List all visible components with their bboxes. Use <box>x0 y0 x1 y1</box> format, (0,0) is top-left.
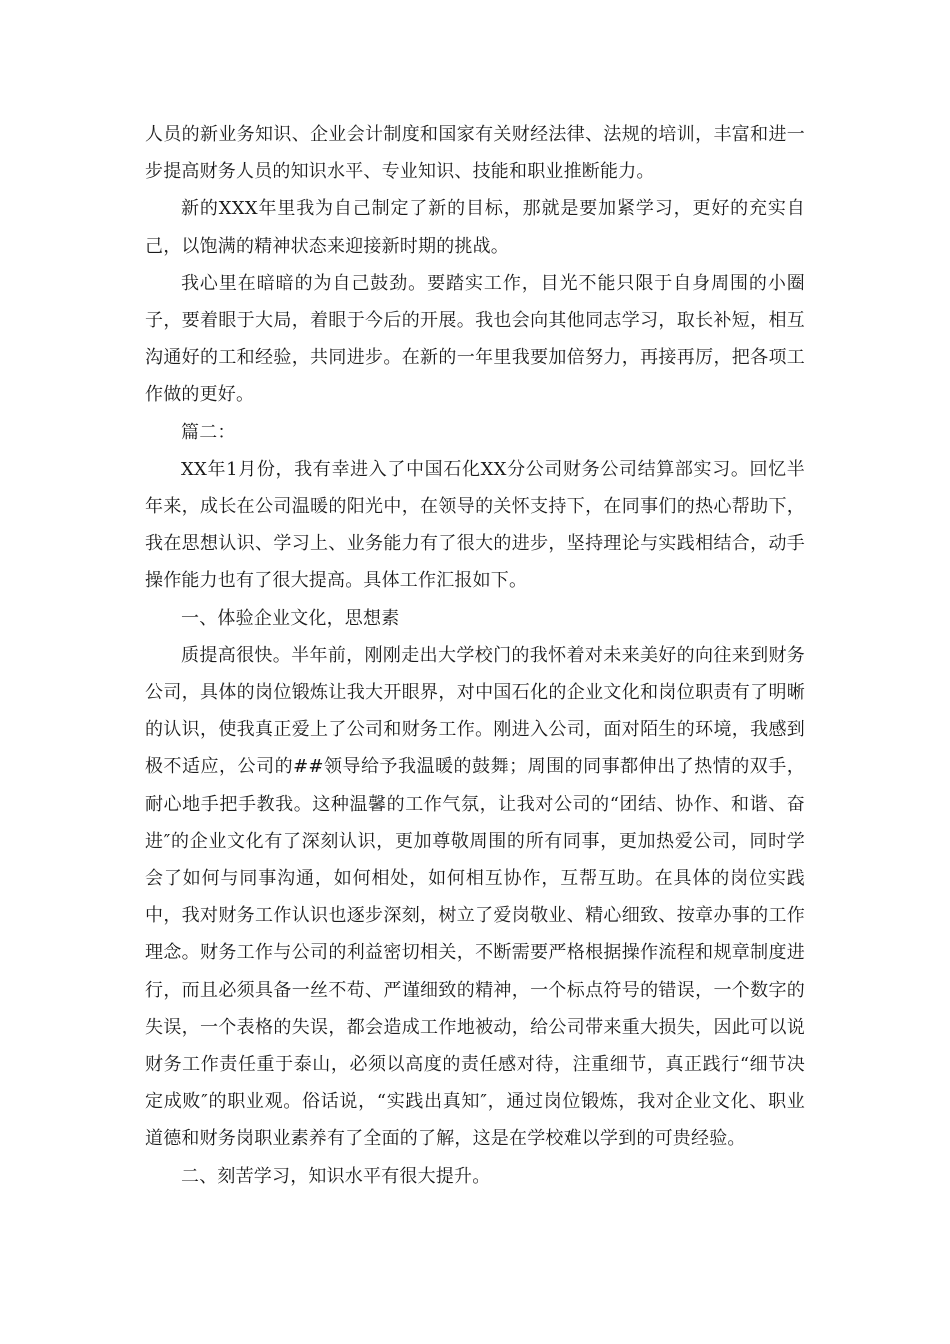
paragraph-3: 我心里在暗暗的为自己鼓劲。要踏实工作，目光不能只限于自身周围的小圈子，要着眼于大局，着眼于今后的开展。我也会向其他同志学习，取长补短，相互沟通好的工和经验，共同进步。在新的一年里我要加倍努力，再接再厉，把各项工作做的更好。 <box>145 272 805 406</box>
subheading-one: 一、体验企业文化，思想素 <box>181 607 400 629</box>
document-body <box>145 116 805 1195</box>
subheading-two: 二、刻苦学习，知识水平有很大提升。 <box>181 1165 491 1187</box>
paragraph-1: 人员的新业务知识、企业会计制度和国家有关财经法律、法规的培训，丰富和进一步提高财务人员的知识水平、专业知识、技能和职业推断能力。 <box>145 124 805 183</box>
section-heading-part-two: 篇二： <box>181 421 236 443</box>
paragraph-2: 新的XXX年里我为自己制定了新的目标，那就是要加紧学习，更好的充实自己，以饱满的精神状态来迎接新时期的挑战。 <box>145 198 805 257</box>
paragraph-5: XX年1月份，我有幸进入了中国石化XX分公司财务公司结算部实习。回忆半年来，成长在公司温暖的阳光中，在领导的关怀支持下，在同事们的热心帮助下，我在思想认识、学习上、业务能力有了很大的进步，坚持理论与实践相结合，动手操作能力也有了很大提高。具体工作汇报如下。 <box>145 458 805 592</box>
paragraph-7: 质提高很快。半年前，刚刚走出大学校门的我怀着对未来美好的向往来到财务公司，具体的岗位锻炼让我大开眼界，对中国石化的企业文化和岗位职责有了明晰的认识，使我真正爱上了公司和财务工作。刚进入公司，面对陌生的环境，我感到极不适应，公司的##领导给予我温暖的鼓舞；周围的同事都伸出了热情的双手，耐心地手把手教我。这种温馨的工作气氛，让我对公司的“团结、协作、和谐、奋进″的企业文化有了深刻认识，更加尊敬周围的所有同事，更加热爱公司，同时学会了如何与同事沟通，如何相处，如何相互协作，互帮互助。在具体的岗位实践中，我对财务工作认识也逐步深刻，树立了爱岗敬业、精心细致、按章办事的工作理念。财务工作与公司的利益密切相关，不断需要严格根据操作流程和规章制度进行，而且必须具备一丝不苟、严谨细致的精神，一个标点符号的错误，一个数字的失误，一个表格的失误，都会造成工作地被动，给公司带来重大损失，因此可以说财务工作责任重于泰山，必须以高度的责任感对待，注重细节，真正践行“细节决定成败″的职业观。俗话说，“实践出真知″，通过岗位锻炼，我对企业文化、职业道德和财务岗职业素养有了全面的了解，这是在学校难以学到的可贵经验。 <box>145 644 805 1150</box>
